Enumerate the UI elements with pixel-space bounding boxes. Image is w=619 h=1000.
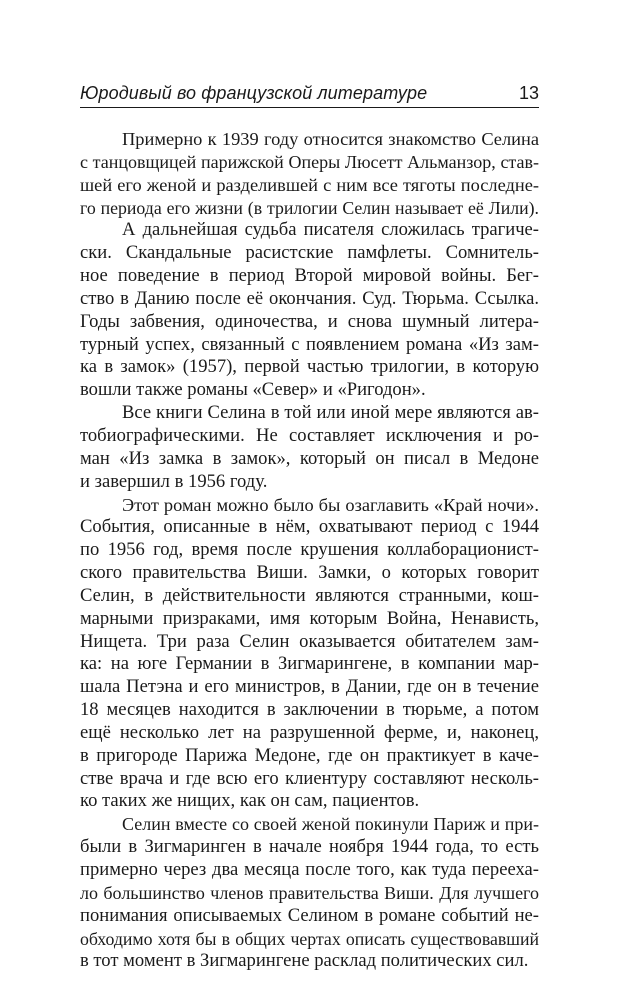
text-line: ство в Данию после её окончания. Суд. Тюрьма. Ссылка. [80, 287, 539, 309]
text-line: Этот роман можно было бы озаглавить «Край ночи». [122, 494, 539, 515]
text-line: Селин, в действительности являются странными, кош- [80, 584, 539, 606]
text-line: ко таких же нищих, как он сам, пациентов. [80, 790, 420, 812]
text-line: шей его женой и разделившей с ним все тяготы последне- [80, 174, 539, 195]
text-line: были в Зигмаринген в начале ноября 1944 года, то есть [80, 836, 539, 858]
text-line: ски. Скандальные расистские памфлеты. Сомнитель- [80, 242, 539, 264]
text-line: турный успех, связанный с появлением романа «Из зам- [80, 333, 539, 355]
text-line: го периода его жизни (в трилогии Селин называет её Лили). [80, 197, 539, 218]
text-line: тобиографическими. Не составляет исключения и ро- [80, 424, 539, 446]
text-line: обходимо хотя бы в общих чертах описать существовавший [80, 928, 539, 949]
body-text [80, 128, 539, 973]
text-line: шала Петэна и его министров, в Дании, где он в течение [80, 676, 539, 698]
paragraph [80, 128, 539, 219]
paragraph [80, 219, 539, 402]
text-line: понимания описываемых Селином в романе событий не- [80, 904, 539, 926]
text-line: ло большинство членов правительства Виши. Для лучшего [80, 882, 539, 903]
text-line: События, описанные в нём, охватывают период с 1944 [80, 516, 539, 538]
running-head [80, 78, 539, 104]
header-rule [80, 107, 539, 108]
text-line: Селин вместе со своей женой покинули Париж и при- [122, 814, 539, 835]
text-line: ского правительства Виши. Замки, о которых говорит [80, 562, 539, 584]
text-line: Нищета. Три раза Селин оказывается обитателем зам- [80, 630, 539, 652]
text-line: и завершил в 1956 году. [80, 470, 268, 492]
text-line: с танцовщицей парижской Оперы Люсетт Альманзор, став- [80, 151, 539, 172]
text-line: ка: на юге Германии в Зигмарингене, в компании мар- [80, 653, 539, 675]
text-line: А дальнейшая судьба писателя сложилась трагиче- [122, 219, 539, 241]
running-title: Юродивый во французской литературе [80, 83, 428, 103]
text-line: примерно через два месяца после того, как туда перееха- [80, 859, 539, 880]
text-line: марными призраками, имя которым Война, Ненависть, [80, 607, 539, 629]
text-line: по 1956 год, время после крушения коллаборационист- [80, 539, 539, 561]
text-line: в пригороде Парижа Медоне, где он практикует в каче- [80, 744, 539, 766]
text-line: в тот момент в Зигмарингене расклад политических сил. [80, 950, 529, 972]
text-line: Все книги Селина в той или иной мере являются ав- [122, 402, 539, 424]
text-line: стве врача и где всю его клиентуру составляют несколь- [80, 767, 539, 789]
text-line: ное поведение в период Второй мировой войны. Бег- [80, 265, 539, 287]
text-line: вошли также романы «Север» и «Ригодон». [80, 379, 426, 401]
paragraph [80, 813, 539, 973]
text-line: ка в замок» (1957), первой частью трилогии, в которую [80, 356, 539, 378]
text-line: ещё несколько лет на разрушенной ферме, и, наконец, [80, 721, 539, 743]
text-line: Примерно к 1939 году относится знакомство Селина [122, 129, 539, 149]
text-line: Годы забвения, одиночества, и снова шумный литера- [80, 310, 539, 332]
page-number: 13 [518, 83, 539, 103]
paragraph [80, 494, 539, 814]
text-line: ман «Из замка в замок», который он писал в Медоне [80, 447, 539, 469]
text-line: 18 месяцев находится в заключении в тюрьме, а потом [80, 699, 539, 721]
paragraph [80, 402, 539, 493]
